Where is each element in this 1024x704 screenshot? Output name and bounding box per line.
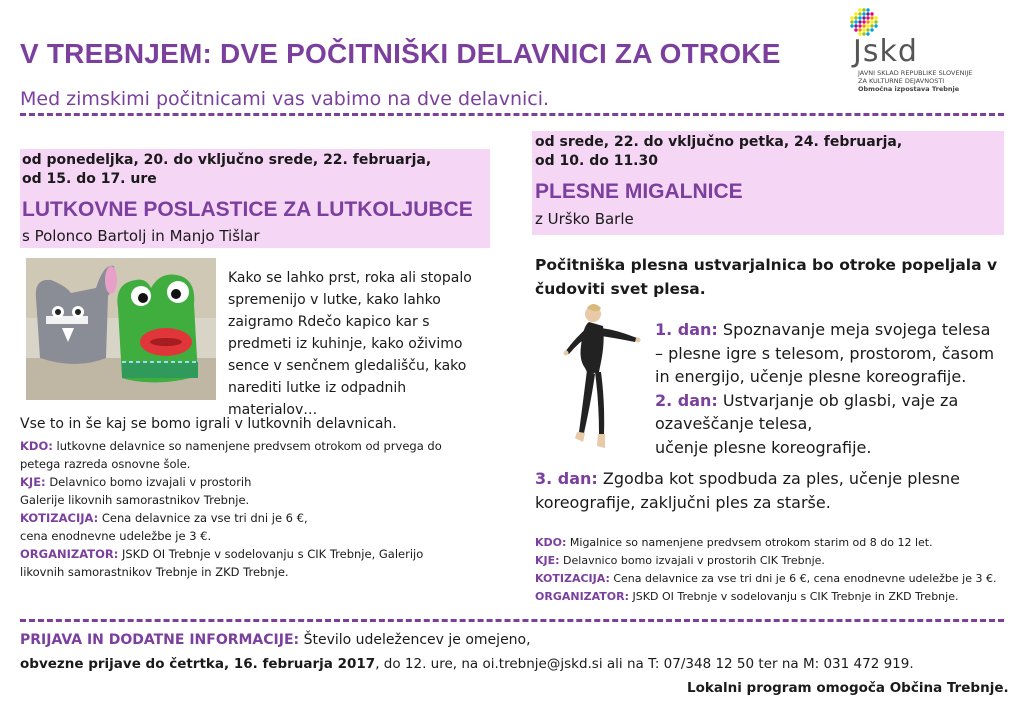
phone-text: ali na T: 07/348 12 50 ter na M: 031 472 919. [606, 656, 914, 672]
workshop1-desc-line: materialov… [228, 402, 318, 418]
workshop2-details [535, 534, 996, 606]
logo-dot [874, 16, 877, 19]
prijava-label: PRIJAVA IN DODATNE INFORMACIJE: [20, 632, 300, 648]
logo-dot [850, 24, 853, 27]
page-title: V TREBNJEM: DVE POČITNIŠKI DELAVNICI ZA OTROKE [20, 38, 781, 69]
workshop2-title: PLESNE MIGALNICE [535, 180, 743, 203]
day2-text-cont2: učenje plesne koreografije. [655, 437, 872, 457]
workshop2-kotizacija [535, 570, 996, 588]
logo-dot [866, 16, 869, 19]
logo-dot [858, 20, 861, 23]
day3-text-cont: koreografije, zaključni ples za starše. [535, 492, 831, 512]
kje-label: KJE: [535, 554, 560, 567]
workshop1-kdo [20, 437, 495, 455]
logo-dot [862, 20, 865, 23]
day3-text: Zgodba kot spodbuda za ples, učenje plesne [602, 469, 960, 488]
kje-text: Delavnico bomo izvajali v prostorih [49, 475, 252, 489]
logo-dot [862, 28, 865, 31]
kdo-label: KDO: [20, 439, 53, 453]
workshop1-date [22, 151, 431, 189]
workshop1-desc-line: zaigramo Rdečo kapico kar s [228, 314, 430, 330]
top-divider [20, 113, 1004, 116]
sponsor-line: Lokalni program omogoča Občina Trebnje. [687, 680, 1009, 696]
workshop1-details [20, 437, 495, 581]
workshop2-date [535, 133, 902, 171]
workshop2-date-line1: od srede, 22. do vključno petka, 24. februarja, [535, 134, 903, 150]
logo-dot [866, 20, 869, 23]
logo-dot [870, 16, 873, 19]
workshop2-kje [535, 552, 996, 570]
workshop1-title: LUTKOVNE POSLASTICE ZA LUTKOLJUBCE [22, 198, 473, 221]
workshop1-organizator [20, 545, 495, 563]
organizator-label: ORGANIZATOR: [535, 590, 630, 603]
kotizacija-label: KOTIZACIJA: [535, 572, 610, 585]
workshop1-desc-line: narediti lutke iz odpadnih [228, 380, 407, 396]
workshop1-desc-line: sence v senčnem gledališču, kako [228, 358, 467, 374]
kotizacija-text-cont: cena enodnevne udeležbe je 3 €. [20, 529, 212, 543]
deadline-time: , do 12. ure, na [375, 656, 479, 672]
organizator-text: JSKD OI Trebnje v sodelovanju s CIK Trebnje, Galerijo [121, 547, 424, 561]
logo-dot [874, 20, 877, 23]
workshop1-desc-line: spremenijo v lutke, kako lahko [228, 292, 441, 308]
logo-line3: Območna izpostava Trebnje [858, 85, 960, 93]
organizator-label: ORGANIZATOR: [20, 547, 119, 561]
kotizacija-text: Cena delavnice za vse tri dni je 6 €, cena enodnevne udeležbe je 3 €. [613, 572, 997, 585]
bottom-divider [20, 619, 1004, 622]
day2-label: 2. dan: [655, 390, 718, 410]
logo-dot [858, 16, 861, 19]
logo-dot [870, 20, 873, 23]
deadline-text: obvezne prijave do četrtka, 16. februarja 2017 [20, 656, 376, 672]
kdo-label: KDO: [535, 536, 567, 549]
logo-dot [858, 12, 861, 15]
day2 [655, 389, 1015, 413]
workshop1-date-line2: od 15. do 17. ure [22, 171, 157, 187]
logo-line1: JAVNI SKLAD REPUBLIKE SLOVENIJE [858, 69, 973, 77]
logo-dot [862, 8, 865, 11]
logo-dot [866, 8, 869, 11]
logo-dot [862, 16, 865, 19]
day1-text: Spoznavanje meja svojega telesa [722, 320, 991, 339]
workshop2-teacher: z Urško Barle [535, 210, 634, 228]
logo-dot [854, 12, 857, 15]
puppets-photo [26, 258, 216, 400]
jskd-logo-icon [849, 7, 879, 37]
logo-dot [862, 24, 865, 27]
workshop2-date-line2: od 10. do 11.30 [535, 153, 658, 169]
day1 [655, 318, 1015, 342]
logo-dot [850, 20, 853, 23]
day2-text-cont: ozaveščanje telesa, [655, 414, 813, 433]
logo-dot [866, 24, 869, 27]
day3 [535, 467, 1015, 491]
logo-dot [866, 28, 869, 31]
kje-text-cont: Galerije likovnih samorastnikov Trebnje. [20, 493, 250, 507]
prijava-text: Število udeležencev je omejeno, [303, 632, 531, 648]
organizator-text: JSKD OI Trebnje v sodelovanju s CIK Trebnje in ZKD Trebnje. [632, 590, 959, 603]
kje-text: Delavnico bomo izvajali v prostorih CIK Trebnje. [563, 554, 825, 567]
logo-dot [870, 12, 873, 15]
logo-dot [862, 12, 865, 15]
logo-dot [866, 12, 869, 15]
logo-dot [870, 28, 873, 31]
kje-label: KJE: [20, 475, 46, 489]
organizator-text-cont: likovnih samorastnikov Trebnje in ZKD Trebnje. [20, 565, 289, 579]
email-link[interactable]: oi.trebnje@jskd.si [482, 656, 603, 672]
workshop1-teachers: s Polonco Bartolj in Manjo Tišlar [22, 227, 260, 245]
logo-dot [854, 16, 857, 19]
logo-dot [854, 24, 857, 27]
workshop2-days [655, 318, 1015, 459]
workshop2-intro-line1: Počitniška plesna ustvarjalnica bo otroke popeljala v [535, 256, 998, 274]
workshop2-intro-line2: čudoviti svet plesa. [535, 280, 706, 298]
kdo-text-cont: petega razreda osnovne šole. [20, 457, 191, 471]
page-subtitle: Med zimskimi počitnicami vas vabimo na dve delavnici. [20, 88, 550, 110]
workshop1-kje [20, 473, 495, 491]
day1-text-cont2: in energijo, učenje plesne koreografije. [655, 367, 967, 386]
workshop2-kdo [535, 534, 996, 552]
logo-line2: ZA KULTURNE DEJAVNOSTI [858, 77, 945, 85]
footer-contact [20, 656, 914, 672]
workshop1-description [228, 267, 490, 421]
day1-text-cont: – plesne igre s telesom, prostorom, časom [655, 343, 995, 363]
logo-dot [858, 8, 861, 11]
logo-dot [858, 28, 861, 31]
footer-registration [20, 632, 531, 648]
workshop2-day3 [535, 467, 1015, 514]
logo-caption [858, 69, 972, 93]
kotizacija-text: Cena delavnice za vse tri dni je 6 €, [101, 511, 308, 525]
workshop1-kotizacija [20, 509, 495, 527]
workshop1-date-line1: od ponedeljka, 20. do vključno srede, 22. februarja, [22, 152, 432, 168]
logo-dot [854, 20, 857, 23]
logo-name: Jskd [853, 34, 918, 69]
logo-dot [854, 28, 857, 31]
logo-dot [858, 24, 861, 27]
workshop2-organizator [535, 588, 996, 606]
workshop1-desc-line: predmeti iz kuhinje, kako oživimo [228, 336, 463, 352]
workshop2-intro [535, 253, 997, 301]
day3-label: 3. dan: [535, 469, 598, 488]
kdo-text: lutkovne delavnice so namenjene predvsem otrokom od prvega do [56, 439, 442, 453]
workshop1-closing: Vse to in še kaj se bomo igrali v lutkovnih delavnicah. [20, 416, 397, 432]
logo-dot [874, 24, 877, 27]
kdo-text: Migalnice so namenjene predvsem otrokom starim od 8 do 12 let. [569, 536, 933, 549]
day1-label: 1. dan: [655, 320, 718, 339]
logo-dot [850, 16, 853, 19]
day2-text: Ustvarjanje ob glasbi, vaje za [722, 390, 959, 410]
workshop1-desc-line: Kako se lahko prst, roka ali stopalo [228, 270, 472, 286]
dancer-photo [553, 302, 641, 450]
kotizacija-label: KOTIZACIJA: [20, 511, 99, 525]
logo-dot [870, 24, 873, 27]
